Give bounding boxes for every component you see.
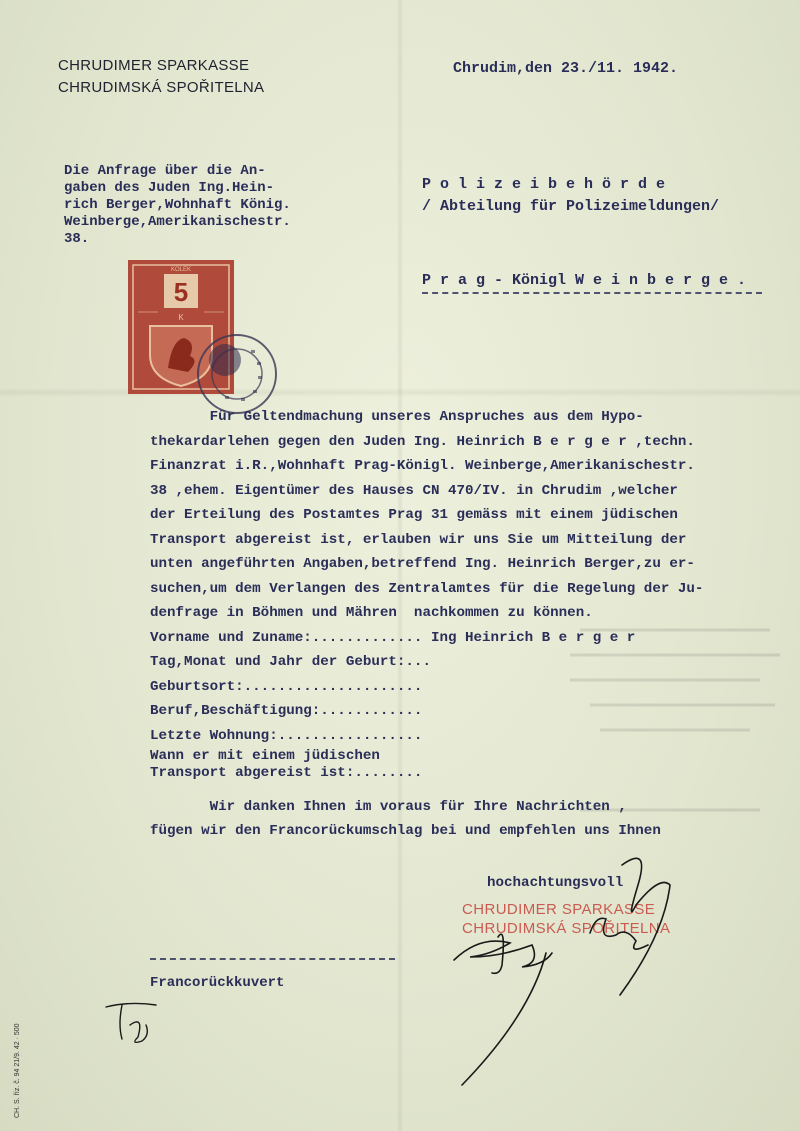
body-line: Transport abgereist ist, erlauben wir uns Sie um Mitteilung der <box>150 531 687 548</box>
enclosure-note: Francorückkuvert <box>150 975 285 991</box>
letterhead-german: CHRUDIMER SPARKASSE <box>58 57 250 74</box>
letterhead-czech: CHRUDIMSKÁ SPOŘITELNA <box>58 79 265 96</box>
body-line: der Erteilung des Postamtes Prag 31 gemäss mit einem jüdischen <box>150 507 678 523</box>
signature-tail <box>462 953 546 1085</box>
form-line-birthplace: Geburtsort:..................... <box>150 678 423 695</box>
body-line: denfrage in Böhmen und Mähren nachkommen zu können. <box>150 605 593 621</box>
stamp-unit: K <box>178 313 184 322</box>
subject-line: Weinberge,Amerikanischestr. <box>64 214 291 230</box>
printer-mark: CH. S. říz. č. 94 21/9. 42 · 500 <box>14 1023 21 1118</box>
city-underline <box>422 292 762 294</box>
body-line: Für Geltendmachung unseres Anspruches aus dem Hypo- <box>150 409 644 425</box>
handwritten-initials <box>100 995 180 1055</box>
closing-line: Wir danken Ihnen im voraus für Ihre Nachrichten , <box>150 799 627 815</box>
valediction: hochachtungsvoll <box>487 875 624 891</box>
signature-right-flourish <box>620 858 670 995</box>
recipient-authority: P o l i z e i b e h ö r d e <box>422 176 666 193</box>
stamp-top-text: KOLEK <box>170 267 192 273</box>
subject-block <box>64 163 291 248</box>
cancellation-stamp <box>195 332 279 416</box>
signatures <box>440 845 700 1095</box>
form-line-transport: Wann er mit einem jüdischen <box>150 748 380 764</box>
subject-line: gaben des Juden Ing.Hein- <box>64 180 275 196</box>
letter-body <box>150 405 790 782</box>
form-line-transport: Transport abgereist ist:........ <box>150 765 423 781</box>
bank-stamp-czech: CHRUDIMSKÁ SPOŘITELNA <box>462 920 671 937</box>
form-line-name: Vorname und Zuname:............. Ing Heinrich B e r g e r <box>150 629 636 646</box>
recipient-block <box>422 174 719 218</box>
closing-paragraph <box>150 795 790 843</box>
subject-line: rich Berger,Wohnhaft König. <box>64 197 291 213</box>
form-line-address: Letzte Wohnung:................. <box>150 727 423 744</box>
body-line: suchen,um dem Verlangen des Zentralamtes für die Regelung der Ju- <box>150 580 704 597</box>
letter-date: Chrudim,den 23./11. 1942. <box>453 60 679 77</box>
enclosure-rule <box>150 958 395 960</box>
signature-right <box>590 918 648 949</box>
closing-line: fügen wir den Francorückumschlag bei und empfehlen uns Ihnen <box>150 823 661 839</box>
body-line: Finanzrat i.R.,Wohnhaft Prag-Königl. Weinberge,Amerikanischestr. <box>150 458 695 474</box>
recipient-department: / Abteilung für Polizeimeldungen/ <box>422 198 720 215</box>
body-line: thekardarlehen gegen den Juden Ing. Heinrich B e r g e r ,techn. <box>150 433 695 450</box>
letterhead <box>58 55 264 99</box>
body-line: unten angeführten Angaben,betreffend Ing. Heinrich Berger,zu er- <box>150 556 695 572</box>
bank-stamp-german: CHRUDIMER SPARKASSE <box>462 901 656 918</box>
subject-line: 38. <box>64 231 90 247</box>
body-line: 38 ,ehem. Eigentümer des Hauses CN 470/IV. in Chrudim ,welcher <box>150 482 678 499</box>
form-line-birthdate: Tag,Monat und Jahr der Geburt:... <box>150 654 431 670</box>
subject-line: Die Anfrage über die An- <box>64 163 266 179</box>
recipient-city: P r a g - Königl W e i n b e r g e . <box>422 272 747 289</box>
stamp-value: 5 <box>173 277 189 307</box>
form-line-occupation: Beruf,Beschäftigung:............ <box>150 703 423 719</box>
